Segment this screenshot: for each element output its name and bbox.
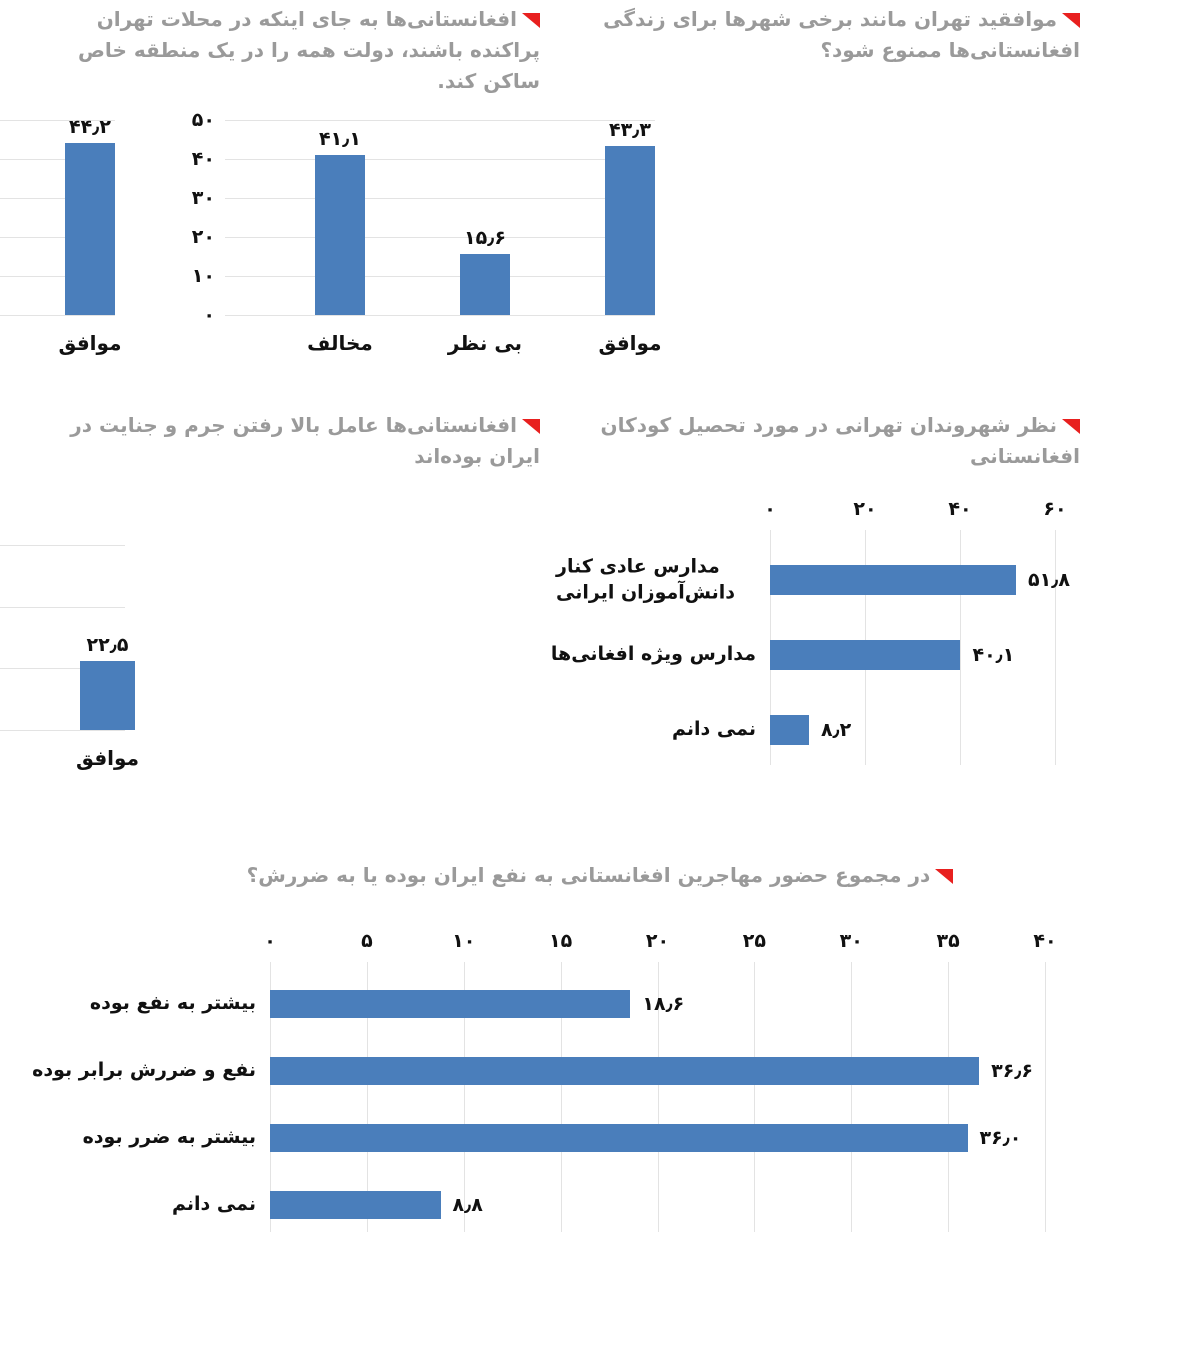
category-label: موافق	[598, 331, 662, 355]
bar-value-label: ۴۳٫۳	[609, 119, 651, 142]
x-axis-tick-label: ۳۰	[839, 930, 863, 952]
bar	[65, 115, 115, 315]
x-axis-tick-label: ۴۰	[948, 498, 972, 520]
y-axis-tick-label: ۱۰	[191, 265, 215, 287]
chart-1-title	[35, 4, 540, 97]
y-axis-tick-label: ۲۰	[191, 226, 215, 248]
gridline	[948, 962, 949, 1232]
category-label: نمی دانم	[671, 718, 756, 741]
x-axis-tick-label: ۳۵	[936, 930, 960, 952]
red-triangle-bullet-icon	[1062, 419, 1080, 434]
red-triangle-bullet-icon	[522, 419, 540, 434]
chart-4-plot	[550, 498, 1070, 765]
bar-value-label: ۸٫۸	[452, 1194, 483, 1216]
x-axis-tick-label: ۲۰	[645, 930, 670, 952]
chart-3-title-text: افغانستانی‌ها عامل بالا رفتن جرم و جنایت در ایران بوده‌اند	[70, 413, 540, 468]
gridline	[0, 545, 125, 546]
chart-1	[0, 115, 122, 355]
category-label: مدارس عادی کنار دانش‌آموزان ایرانی	[556, 555, 736, 603]
category-label: موافق	[76, 746, 139, 770]
bar	[770, 565, 1070, 595]
chart-5-title	[130, 860, 1070, 891]
gridline	[1055, 530, 1056, 765]
bar	[270, 990, 685, 1018]
bar	[270, 1124, 1022, 1152]
gridline	[754, 962, 755, 1232]
bar-value-label: ۴۱٫۱	[319, 127, 361, 150]
bar	[80, 633, 135, 730]
red-triangle-bullet-icon	[1062, 13, 1080, 28]
bar	[270, 1191, 483, 1219]
bar	[270, 1057, 1034, 1085]
gridline	[225, 237, 655, 238]
bar	[605, 119, 655, 315]
x-axis-tick-label: ۰	[264, 930, 276, 952]
bar-value-label: ۳۶٫۶	[991, 1060, 1034, 1082]
x-axis-tick-label: ۴۰	[1033, 930, 1057, 952]
category-label: نمی دانم	[171, 1193, 256, 1216]
gridline	[1045, 962, 1046, 1232]
bar-value-label: ۴۰٫۱	[972, 644, 1015, 666]
gridline	[225, 276, 655, 277]
chart-2	[191, 109, 662, 355]
bar	[460, 227, 510, 315]
chart-5-title-text: در مجموع حضور مهاجرین افغانستانی به نفع ایران بوده یا به ضررش؟	[246, 863, 931, 887]
category-label: نفع و ضررش برابر بوده	[32, 1059, 256, 1082]
category-label: موافق	[58, 331, 122, 355]
bar-value-label: ۴۴٫۲	[69, 115, 111, 138]
chart-2-title-text: موافقید تهران مانند برخی شهرها برای زندگی افغانستانی‌ها ممنوع شود؟	[603, 7, 1080, 62]
gridline	[0, 315, 115, 316]
gridline	[225, 315, 655, 316]
chart-4-title-text: نظر شهروندان تهرانی در مورد تحصیل کودکان افغانستانی	[600, 413, 1080, 468]
y-axis-tick-label: ۴۰	[191, 148, 215, 170]
chart-3	[0, 545, 139, 770]
category-label: بیشتر به نفع بوده	[89, 992, 256, 1015]
category-label: مدارس ویژه افغانی‌ها	[550, 643, 756, 666]
bar-value-label: ۳۶٫۰	[979, 1127, 1022, 1149]
chart-4	[550, 498, 1070, 765]
gridline	[225, 159, 655, 160]
x-axis-tick-label: ۱۵	[549, 930, 573, 952]
y-axis-tick-label: ۰	[203, 304, 215, 326]
bar-value-label: ۵۱٫۸	[1028, 569, 1070, 591]
chart-2-plot	[191, 109, 662, 355]
chart-1-plot	[0, 115, 122, 355]
chart-5-plot	[32, 930, 1057, 1232]
gridline	[0, 607, 125, 608]
red-triangle-bullet-icon	[935, 869, 953, 884]
gridline	[225, 198, 655, 199]
x-axis-tick-label: ۶۰	[1043, 498, 1067, 520]
bar-value-label: ۱۸٫۶	[642, 993, 685, 1015]
y-axis-tick-label: ۳۰	[191, 187, 215, 209]
gridline	[225, 120, 655, 121]
bar-value-label: ۱۵٫۶	[464, 227, 506, 250]
bar-value-label: ۲۲٫۵	[86, 633, 129, 656]
x-axis-tick-label: ۲۰	[853, 498, 877, 520]
bar	[770, 715, 852, 745]
bar-value-label: ۸٫۲	[820, 719, 852, 741]
chart-3-plot	[0, 545, 139, 770]
category-label: مخالف	[307, 331, 373, 355]
y-axis-tick-label: ۵۰	[191, 109, 215, 131]
bar	[315, 127, 365, 315]
chart-1-title-text: افغانستانی‌ها به جای اینکه در محلات تهران پراکنده باشند، دولت همه را در یک منطقه خاص ساکن کند.	[78, 7, 540, 93]
x-axis-tick-label: ۱۰	[452, 930, 476, 952]
chart-4-title	[575, 410, 1080, 472]
category-label: بی نظر	[447, 331, 523, 355]
chart-3-title	[35, 410, 540, 472]
chart-2-title	[575, 4, 1080, 66]
chart-5	[32, 930, 1057, 1232]
x-axis-tick-label: ۰	[764, 498, 776, 520]
category-label: بیشتر به ضرر بوده	[82, 1126, 256, 1149]
x-axis-tick-label: ۲۵	[742, 930, 766, 952]
gridline	[851, 962, 852, 1232]
red-triangle-bullet-icon	[522, 13, 540, 28]
x-axis-tick-label: ۵	[361, 930, 373, 952]
gridline	[0, 730, 125, 731]
bar	[770, 640, 1015, 670]
